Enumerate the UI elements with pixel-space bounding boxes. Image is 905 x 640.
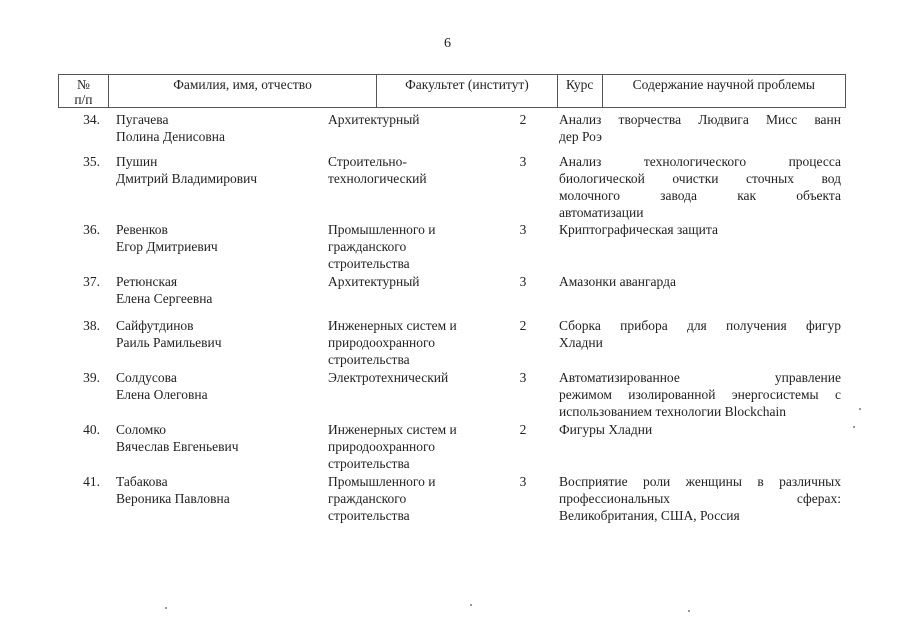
course: 2	[519, 112, 527, 127]
research-topic	[559, 421, 841, 438]
table-header	[58, 74, 846, 108]
faculty-line: Промышленного и	[328, 474, 436, 489]
course: 2	[519, 318, 527, 333]
faculty-line: Архитектурный	[328, 274, 420, 289]
faculty	[328, 421, 498, 472]
research-topic-line: Анализ творчества Людвига Мисс ванн	[559, 112, 841, 127]
student-name-line: Дмитрий Владимирович	[116, 171, 258, 186]
row-number: 35.	[83, 154, 100, 169]
faculty	[328, 273, 498, 290]
row-number: 36.	[83, 222, 100, 237]
research-topic-line: Анализ технологического процесса	[559, 154, 841, 169]
faculty	[328, 369, 498, 386]
student-name-line: Пушин	[116, 154, 158, 169]
course: 3	[519, 274, 527, 289]
research-topic-line: дер Роэ	[559, 129, 602, 144]
research-topic-line: Автоматизированное управление	[559, 370, 841, 385]
course: 2	[519, 422, 527, 437]
faculty-line: строительства	[328, 352, 410, 367]
research-topic-line: Криптографическая защита	[559, 222, 718, 237]
research-topic-line: Восприятие роли женщины в различных	[559, 474, 841, 489]
header-name: Фамилия, имя, отчество	[109, 75, 377, 107]
research-topic-line: Сборка прибора для получения фигур	[559, 318, 841, 333]
faculty	[328, 221, 498, 272]
research-topic-line: Великобритания, США, Россия	[559, 508, 740, 523]
research-topic-line: автоматизации	[559, 205, 644, 220]
student-name	[116, 317, 316, 351]
scan-speck	[165, 607, 167, 609]
row-number: 38.	[83, 318, 100, 333]
faculty-line: строительства	[328, 456, 410, 471]
research-topic-line: профессиональных сферах:	[559, 491, 841, 506]
faculty	[328, 473, 498, 524]
faculty-line: строительства	[328, 508, 410, 523]
row-number: 37.	[83, 274, 100, 289]
header-number-symbol: №	[76, 77, 90, 92]
faculty	[328, 153, 498, 187]
faculty-line: природоохранного	[328, 335, 435, 350]
student-name	[116, 369, 316, 403]
faculty	[328, 317, 498, 368]
student-name-line: Табакова	[116, 474, 168, 489]
student-name	[116, 421, 316, 455]
research-topic	[559, 473, 841, 524]
student-name-line: Соломко	[116, 422, 166, 437]
student-name-line: Вячеслав Евгеньевич	[116, 439, 239, 454]
faculty-line: Строительно-	[328, 154, 407, 169]
research-topic-line: молочного завода как объекта	[559, 188, 841, 203]
student-name-line: Ретюнская	[116, 274, 178, 289]
student-name-line: Раиль Рамильевич	[116, 335, 222, 350]
research-topic-line: Хладни	[559, 335, 603, 350]
faculty-line: Промышленного и	[328, 222, 436, 237]
row-number: 40.	[83, 422, 100, 437]
header-faculty: Факультет (институт)	[377, 75, 558, 107]
research-topic-line: биологической очистки сточных вод	[559, 171, 841, 186]
student-name-line: Сайфутдинов	[116, 318, 194, 333]
student-name-line: Полина Денисовна	[116, 129, 226, 144]
research-topic-line: использованием технологии Blockchain	[559, 404, 787, 419]
student-name	[116, 473, 316, 507]
header-number-abbr: п/п	[74, 92, 93, 107]
research-topic	[559, 153, 841, 221]
row-number: 39.	[83, 370, 100, 385]
course: 3	[519, 154, 527, 169]
faculty-line: Электротехнический	[328, 370, 449, 385]
student-name	[116, 153, 316, 187]
header-number	[59, 75, 109, 107]
faculty-line: Архитектурный	[328, 112, 420, 127]
faculty	[328, 111, 498, 128]
row-number: 41.	[83, 474, 100, 489]
research-topic-line: Фигуры Хладни	[559, 422, 653, 437]
scan-speck	[853, 426, 855, 428]
research-topic	[559, 317, 841, 351]
header-topic: Содержание научной проблемы	[632, 77, 815, 92]
student-name	[116, 221, 316, 255]
scan-speck	[470, 604, 472, 606]
faculty-line: гражданского	[328, 239, 407, 254]
student-name	[116, 273, 316, 307]
faculty-line: Инженерных систем и	[328, 318, 457, 333]
student-name-line: Вероника Павловна	[116, 491, 230, 506]
faculty-line: природоохранного	[328, 439, 435, 454]
student-name-line: Пугачева	[116, 112, 169, 127]
page-number: 6	[444, 36, 451, 51]
student-name-line: Егор Дмитриевич	[116, 239, 218, 254]
research-topic-line: Амазонки авангарда	[559, 274, 676, 289]
faculty-line: строительства	[328, 256, 410, 271]
research-topic	[559, 221, 841, 238]
scan-speck	[688, 610, 690, 612]
course: 3	[519, 370, 527, 385]
student-name-line: Ревенков	[116, 222, 168, 237]
research-topic	[559, 273, 841, 290]
scan-speck	[859, 408, 861, 410]
student-name-line: Елена Сергеевна	[116, 291, 213, 306]
faculty-line: гражданского	[328, 491, 407, 506]
student-name-line: Елена Олеговна	[116, 387, 208, 402]
course: 3	[519, 222, 527, 237]
faculty-line: технологический	[328, 171, 427, 186]
research-topic	[559, 111, 841, 145]
research-topic-line: режимом изолированной энергосистемы с	[559, 387, 841, 402]
course: 3	[519, 474, 527, 489]
student-name-line: Солдусова	[116, 370, 177, 385]
row-number: 34.	[83, 112, 100, 127]
faculty-line: Инженерных систем и	[328, 422, 457, 437]
header-course: Курс	[558, 75, 603, 107]
student-name	[116, 111, 316, 145]
research-topic	[559, 369, 841, 420]
